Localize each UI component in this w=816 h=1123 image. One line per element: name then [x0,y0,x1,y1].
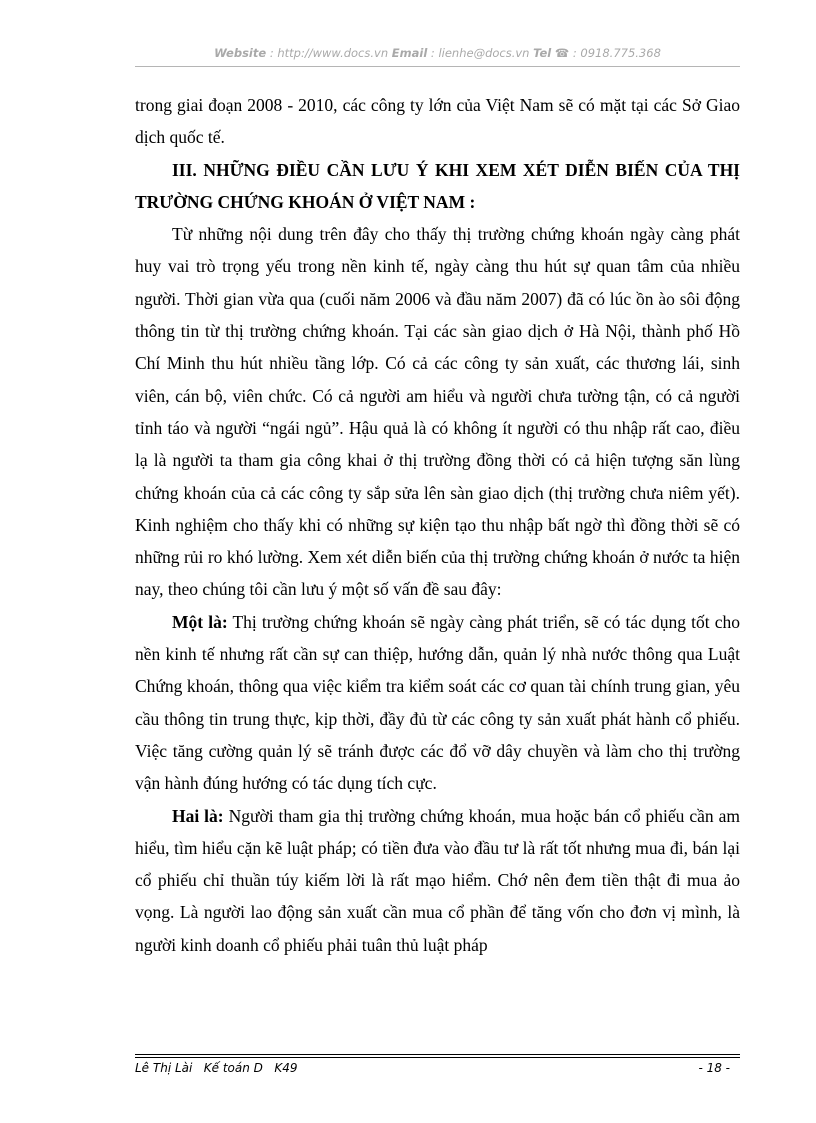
paragraph-overview: Từ những nội dung trên đây cho thấy thị trường chứng khoán ngày càng phát huy vai trò trọng yếu trong nền kinh tế, ngày càng thu hút sự quan tâm của nhiều người. Thời gian vừa qua (cuối năm 2006 và đầu năm 2007) đã có lúc ồn ào sôi động thông tin từ thị trường chứng khoán. Tại các sàn giao dịch ở Hà Nội, thành phố Hồ Chí Minh thu hút nhiều tầng lớp. Có cả các công ty sản xuất, các thương lái, sinh viên, cán bộ, viên chức. Có cả người am hiểu và người chưa tường tận, có cả người tỉnh táo và người “ngái ngủ”. Hậu quả là có không ít người có thu nhập rất cao, điều lạ là người ta tham gia công khai ở thị trường đồng thời có cả hiện tượng săn lùng chứng khoán của cả các công ty sắp sửa lên sàn giao dịch (thị trường chưa niêm yết). Kinh nghiệm cho thấy khi có những sự kiện tạo thu nhập bất ngờ thì đồng thời sẽ có những rủi ro khó lường. Xem xét diễn biến của thị trường chứng khoán ở nước ta hiện nay, theo chúng tôi cần lưu ý một số vấn đề sau đây: [135,224,740,600]
phone-icon: ☎ [554,46,570,60]
email-value: : lienhe@docs.vn [427,46,534,60]
paragraph-intro: trong giai đoạn 2008 - 2010, các công ty lớn của Việt Nam sẽ có mặt tại các Sở Giao dịch quốc tế. [135,95,740,148]
paragraph-point-two [135,800,740,961]
tel-value: : 0918.775.368 [569,46,661,60]
footer-divider-bottom [135,1057,740,1058]
page-header [135,46,740,60]
footer-author: Lê Thị Lài Kế toán D K49 [135,1061,298,1075]
footer-divider-top [135,1054,740,1055]
header-divider [135,66,740,67]
section-heading: III. NHỮNG ĐIỀU CẦN LƯU Ý KHI XEM XÉT DIỄN BIẾN CỦA THỊ TRƯỜNG CHỨNG KHOÁN Ở VIỆT NAM : [135,159,740,212]
email-label: Email [391,46,428,60]
point-two-lead: Hai là: [172,805,224,826]
page-number: - 18 - [698,1061,730,1075]
document-body [135,89,740,961]
point-one-lead: Một là: [172,611,228,632]
website-label: Website [214,46,267,60]
tel-label: Tel [533,46,552,60]
website-value: : http://www.docs.vn [266,46,392,60]
paragraph-point-one [135,606,740,800]
point-two-text: Người tham gia thị trường chứng khoán, mua hoặc bán cổ phiếu cần am hiểu, tìm hiểu cặn kẽ luật pháp; có tiền đưa vào đầu tư là rất tốt nhưng mua đi, bán lại cổ phiếu chỉ thuần túy kiếm lời là rất mạo hiểm. Chớ nên đem tiền thật đi mua ảo vọng. Là người lao động sản xuất cần mua cổ phần để tăng vốn cho đơn vị mình, là người kinh doanh cổ phiếu phải tuân thủ luật pháp [135,805,741,955]
point-one-text: Thị trường chứng khoán sẽ ngày càng phát triển, sẽ có tác dụng tốt cho nền kinh tế nhưng rất cần sự can thiệp, hướng dẫn, quản lý nhà nước thông qua Luật Chứng khoán, thông qua việc kiểm tra kiểm soát các cơ quan tài chính trung gian, yêu cầu thông tin trung thực, kịp thời, đầy đủ từ các công ty sản xuất phát hành cổ phiếu. Việc tăng cường quản lý sẽ tránh được các đổ vỡ dây chuyền và làm cho thị trường vận hành đúng hướng có tác dụng tích cực. [135,611,740,794]
